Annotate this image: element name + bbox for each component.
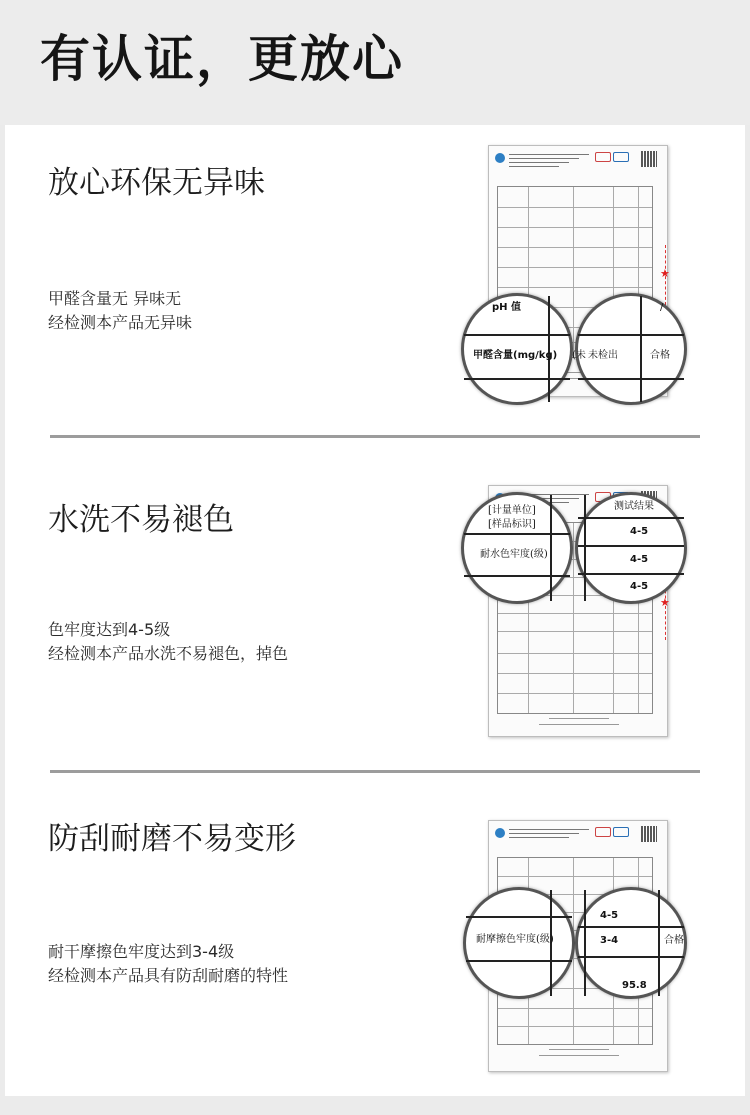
section-desc-line1: 耐干摩擦色牢度达到3-4级: [48, 942, 235, 961]
rub-colorfast-label: 耐摩擦色牢度(级): [476, 934, 554, 945]
formaldehyde-label: 甲醛含量(mg/kg): [473, 350, 558, 361]
result-verdict: 合格: [664, 935, 684, 946]
result-value-top: 4-5: [600, 910, 619, 921]
result-value-3: 4-5: [630, 581, 649, 592]
unit-label: [计量单位]: [488, 505, 536, 516]
section-title: 防刮耐磨不易变形: [48, 821, 296, 857]
qr-code-icon: [641, 826, 657, 842]
ph-result: /: [660, 302, 664, 313]
accreditation-badge-icon: [595, 152, 611, 162]
section-desc-line2: 经检测本产品具有防刮耐磨的特性: [48, 966, 289, 985]
header: [0, 0, 750, 125]
cnas-badge-icon: [613, 152, 629, 162]
certificate-header: [495, 151, 661, 173]
result-value-mid: 3-4: [600, 935, 619, 946]
section-title: 放心环保无异味: [48, 165, 265, 201]
star-icon: ★: [660, 596, 670, 609]
result-value-1: 4-5: [630, 526, 649, 537]
sample-label: [样品标识]: [488, 519, 536, 530]
lab-logo-icon: [495, 828, 505, 838]
result-value-bottom: 95.8: [622, 980, 647, 991]
magnifier-lens-left: [461, 492, 573, 604]
accreditation-badge-icon: [595, 827, 611, 837]
magnifier-lens-left: [461, 293, 573, 405]
magnifier-lens-right: [572, 293, 687, 405]
section-divider: [50, 435, 700, 438]
section-desc-line2: 经检测本产品水洗不易褪色，掉色: [48, 644, 289, 663]
page-title: 有认证，更放心: [40, 30, 404, 88]
section-eco: [5, 125, 745, 445]
star-icon: ★: [660, 267, 670, 280]
magnifier-lens-right: [575, 887, 687, 999]
certificate-header: [495, 826, 661, 848]
section-divider: [50, 770, 700, 773]
magnifier-lens-right: [575, 492, 687, 604]
section-desc-line1: 色牢度达到4-5级: [48, 620, 171, 639]
result-value-2: 4-5: [630, 554, 649, 565]
formaldehyde-verdict: 合格: [650, 350, 670, 361]
section-colorfast: [5, 460, 745, 780]
section-title: 水洗不易褪色: [48, 502, 234, 538]
formaldehyde-result: 未检出: [588, 350, 618, 361]
ph-label: pH 值: [492, 302, 522, 313]
cnas-badge-icon: [613, 827, 629, 837]
section-desc-line1: 甲醛含量无 异味无: [48, 289, 182, 308]
lab-logo-icon: [495, 153, 505, 163]
section-scratch: [5, 795, 745, 1115]
result-header: 测试结果: [614, 501, 654, 512]
qr-code-icon: [641, 151, 657, 167]
content-panel: [5, 125, 745, 1096]
section-desc-line2: 经检测本产品无异味: [48, 313, 193, 332]
water-colorfast-label: 耐水色牢度(级): [480, 549, 548, 560]
formaldehyde-paren: (未: [572, 350, 586, 361]
magnifier-lens-left: [463, 887, 575, 999]
